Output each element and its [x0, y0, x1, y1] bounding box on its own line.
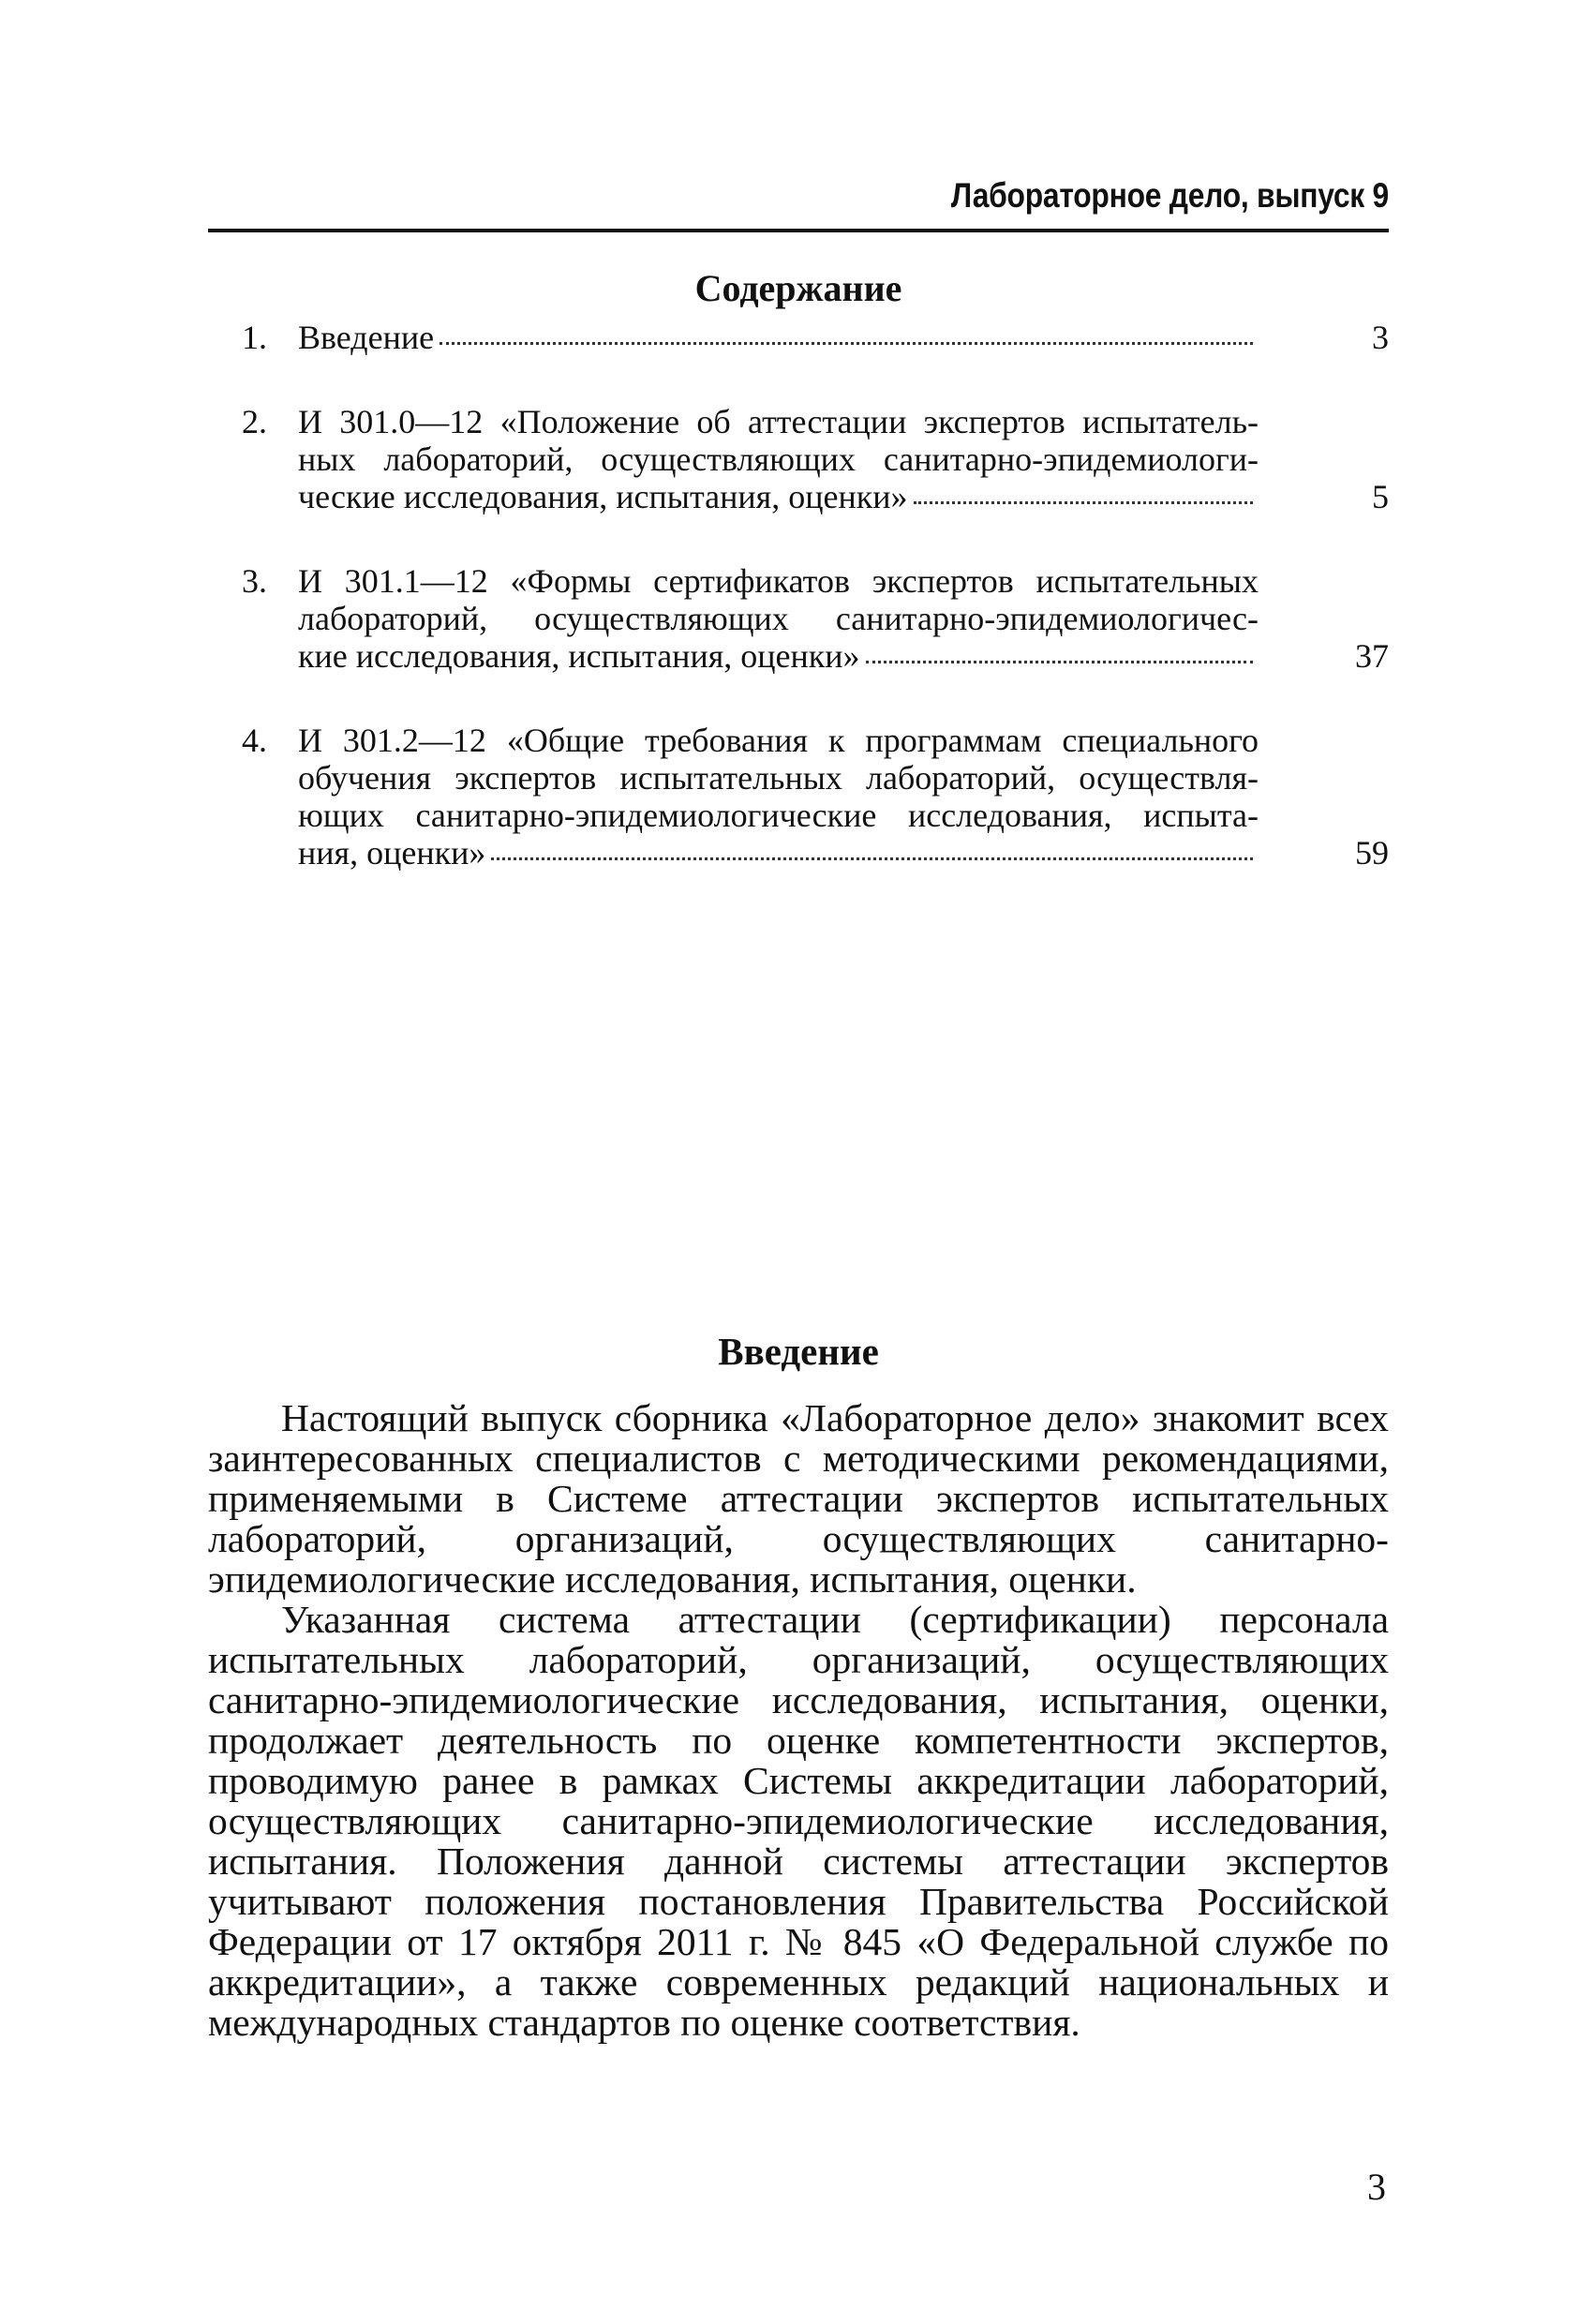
toc-entry-line: И 301.1—12 «Формы сертификатов экспертов испытательных: [298, 562, 1259, 600]
toc-entry-line: И 301.2—12 «Общие требования к программам специального: [298, 722, 1259, 759]
toc-entry-3: [242, 562, 1389, 675]
introduction-title: Введение: [718, 1330, 879, 1373]
toc-entry-page: 3: [1372, 319, 1389, 356]
toc-entry-body: [298, 562, 1259, 675]
toc-entry-line: ющих санитарно-эпидемиологические исследования, испыта-: [298, 797, 1259, 834]
toc-entry-body: [298, 403, 1259, 515]
toc-entry-1: [242, 319, 1389, 356]
toc-entry-number: 3.: [242, 562, 267, 600]
toc-entry-title-end: кие исследования, испытания, оценки»: [298, 637, 860, 675]
toc-title: Содержание: [694, 267, 902, 309]
page-number: 3: [1367, 2166, 1386, 2208]
toc-entry-page: 5: [1372, 478, 1389, 515]
table-of-contents: [242, 319, 1389, 918]
toc-entry-last-line: [298, 478, 1259, 515]
toc-entry-page: 37: [1355, 637, 1389, 675]
toc-entry-number: 4.: [242, 722, 267, 759]
toc-entry-title-end: ния, оценки»: [298, 834, 486, 872]
toc-entry-line: обучения экспертов испытательных лабораторий, осуществля-: [298, 759, 1259, 797]
introduction-paragraph: Настоящий выпуск сборника «Лабораторное дело» знакомит всех заинтересованных специалистов с методическими рекомендациями, применяемыми в Системе аттестации экспертов испытательных лабораторий, организаций, осуществляющих санитарно-эпидемиологические исследования, испытания, оценки.: [208, 1396, 1389, 1601]
toc-entry-title: Введение: [298, 319, 435, 356]
toc-dot-leader: [914, 500, 1254, 504]
toc-entry-number: 2.: [242, 403, 267, 440]
toc-entry-2: [242, 403, 1389, 515]
toc-entry-line: И 301.0—12 «Положение об аттестации экспертов испытатель-: [298, 403, 1259, 440]
toc-entry-last-line: [298, 319, 1259, 356]
toc-entry-body: [298, 722, 1259, 872]
toc-entry-body: [298, 319, 1259, 356]
header-rule: [208, 229, 1389, 232]
introduction-paragraph: Указанная система аттестации (сертификации) персонала испытательных лабораторий, организаций, осуществляющих санитарно-эпидемиологические исследования, испытания, оценки, продолжает деятельность по оценке компетентности экспертов, проводимую ранее в рамках Системы аккредитации лабораторий, осуществляющих санитарно-эпидемиологические исследования, испытания. Положения данной системы аттестации экспертов учитывают положения постановления Правительства Российской Федерации от 17 октября 2011 г. № 845 «О Федеральной службе по аккредитации», а также современных редакций национальных и международных стандартов по оценке соответствия.: [208, 1598, 1389, 2044]
running-header: Лабораторное дело, выпуск 9: [950, 176, 1389, 215]
toc-entry-page: 59: [1355, 834, 1389, 872]
toc-entry-line: ных лабораторий, осуществляющих санитарно-эпидемиологи-: [298, 440, 1259, 478]
toc-entry-last-line: [298, 834, 1259, 872]
toc-entry-last-line: [298, 637, 1259, 675]
toc-dot-leader: [439, 341, 1253, 345]
toc-dot-leader: [491, 857, 1253, 860]
introduction-body: [208, 1398, 1389, 2043]
toc-entry-number: 1.: [242, 319, 267, 356]
toc-entry-title-end: ческие исследования, испытания, оценки»: [298, 478, 908, 515]
toc-entry-line: лабораторий, осуществляющих санитарно-эпидемиологичес-: [298, 600, 1259, 637]
toc-dot-leader: [866, 660, 1253, 663]
toc-entry-4: [242, 722, 1389, 872]
